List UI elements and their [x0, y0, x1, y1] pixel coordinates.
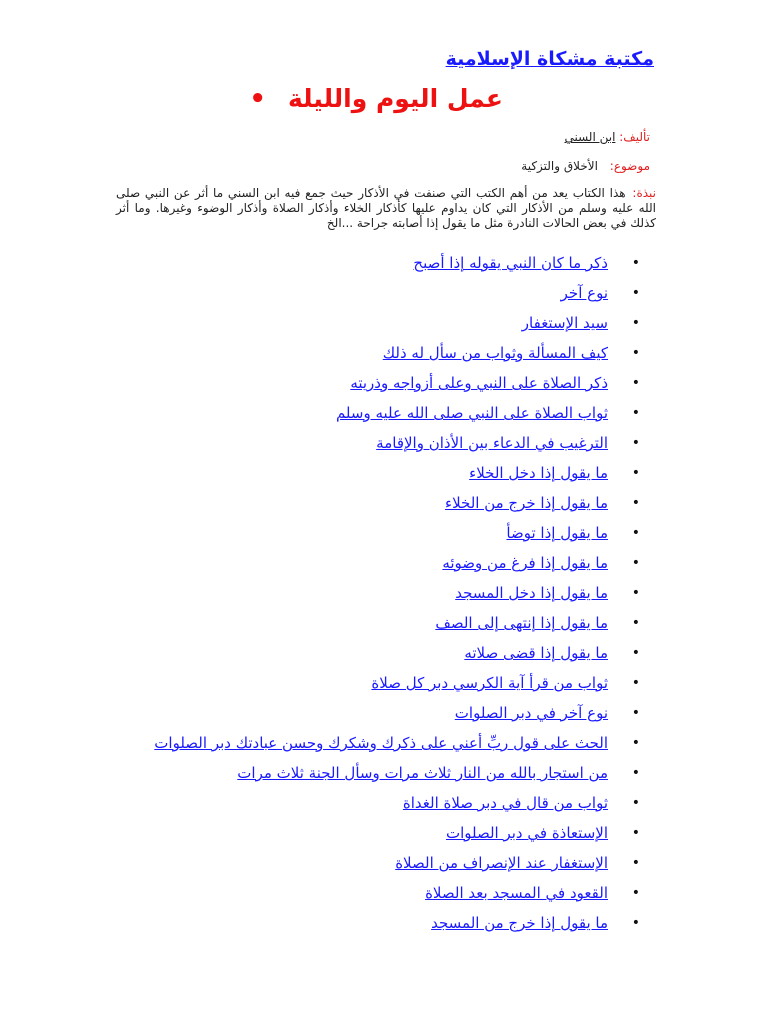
chapter-item: [154, 578, 640, 608]
chapter-link[interactable]: ما يقول إذا إنتهى إلى الصف: [435, 614, 608, 632]
chapter-item: [154, 518, 640, 548]
chapter-item: [154, 338, 640, 368]
site-name-link[interactable]: مكتبة مشكاة الإسلامية: [445, 48, 654, 70]
topic-value: الأخلاق والتزكية: [521, 159, 598, 173]
chapter-item: [154, 908, 640, 938]
book-description: [116, 186, 656, 231]
chapter-link[interactable]: ثواب من قال في دبر صلاة الغداة: [402, 794, 608, 812]
chapter-link[interactable]: سيد الإستغفار: [521, 314, 608, 332]
chapter-item: [154, 488, 640, 518]
chapter-link[interactable]: ما يقول إذا قضى صلاته: [464, 644, 608, 662]
list-bullet-icon: •: [631, 495, 640, 511]
list-bullet-icon: •: [631, 525, 640, 541]
chapter-item: [154, 248, 640, 278]
chapter-item: [154, 548, 640, 578]
chapter-link[interactable]: الترغيب في الدعاء بين الأذان والإقامة: [376, 434, 608, 452]
chapter-item: [154, 428, 640, 458]
author-link[interactable]: ابن السني: [564, 130, 616, 144]
chapter-link[interactable]: كيف المسألة وثواب من سأل له ذلك: [382, 344, 608, 362]
list-bullet-icon: •: [631, 315, 640, 331]
chapter-item: [154, 698, 640, 728]
list-bullet-icon: •: [631, 375, 640, 391]
chapter-link[interactable]: ما يقول إذا توضأ: [506, 524, 608, 542]
list-bullet-icon: •: [631, 705, 640, 721]
list-bullet-icon: •: [631, 465, 640, 481]
title-bullet-icon: •: [249, 83, 266, 114]
chapter-link[interactable]: ما يقول إذا دخل الخلاء: [469, 464, 608, 482]
book-title: عمل اليوم والليلة: [288, 84, 503, 113]
chapter-item: [154, 368, 640, 398]
list-bullet-icon: •: [631, 735, 640, 751]
chapter-item: [154, 458, 640, 488]
list-bullet-icon: •: [631, 405, 640, 421]
list-bullet-icon: •: [631, 795, 640, 811]
list-bullet-icon: •: [631, 855, 640, 871]
list-bullet-icon: •: [631, 555, 640, 571]
chapter-list: [154, 248, 640, 938]
chapter-link[interactable]: من استجار بالله من النار ثلاث مرات وسأل الجنة ثلاث مرات: [237, 764, 608, 782]
topic-row: [521, 159, 650, 173]
chapter-link[interactable]: الإستغفار عند الإنصراف من الصلاة: [395, 854, 608, 872]
author-row: [564, 130, 650, 144]
chapter-item: [154, 278, 640, 308]
chapter-link[interactable]: نوع آخر: [560, 284, 608, 302]
list-bullet-icon: •: [631, 675, 640, 691]
author-label: تأليف:: [619, 130, 650, 144]
chapter-item: [154, 758, 640, 788]
description-label: نبذة:: [632, 186, 656, 200]
chapter-item: [154, 398, 640, 428]
chapter-link[interactable]: الحث على قول ربِّ أعني على ذكرك وشكرك وحسن عبادتك دبر الصلوات: [154, 734, 608, 752]
list-bullet-icon: •: [631, 615, 640, 631]
chapter-item: [154, 668, 640, 698]
chapter-item: [154, 608, 640, 638]
chapter-link[interactable]: ما يقول إذا خرج من المسجد: [431, 914, 608, 932]
list-bullet-icon: •: [631, 645, 640, 661]
list-bullet-icon: •: [631, 825, 640, 841]
chapter-link[interactable]: نوع آخر في دبر الصلوات: [454, 704, 608, 722]
list-bullet-icon: •: [631, 255, 640, 271]
chapter-item: [154, 728, 640, 758]
chapter-link[interactable]: ثواب الصلاة على النبي صلى الله عليه وسلم: [335, 404, 608, 422]
topic-label: موضوع:: [609, 159, 650, 173]
chapter-item: [154, 638, 640, 668]
list-bullet-icon: •: [631, 885, 640, 901]
chapter-link[interactable]: الإستعاذة في دبر الصلوات: [445, 824, 608, 842]
chapter-link[interactable]: ذكر ما كان النبي يقوله إذا أصبح: [413, 254, 608, 272]
list-bullet-icon: •: [631, 585, 640, 601]
chapter-link[interactable]: القعود في المسجد بعد الصلاة: [425, 884, 608, 902]
chapter-item: [154, 818, 640, 848]
chapter-item: [154, 788, 640, 818]
list-bullet-icon: •: [631, 285, 640, 301]
book-title-row: [249, 84, 503, 113]
list-bullet-icon: •: [631, 435, 640, 451]
list-bullet-icon: •: [631, 765, 640, 781]
chapter-link[interactable]: ما يقول إذا فرغ من وضوئه: [442, 554, 608, 572]
list-bullet-icon: •: [631, 915, 640, 931]
chapter-link[interactable]: ثواب من قرأ آية الكرسي دبر كل صلاة: [371, 674, 608, 692]
chapter-item: [154, 878, 640, 908]
chapter-link[interactable]: ذكر الصلاة على النبي وعلى أزواجه وذريته: [350, 374, 608, 392]
chapter-link[interactable]: ما يقول إذا خرج من الخلاء: [445, 494, 608, 512]
chapter-link[interactable]: ما يقول إذا دخل المسجد: [455, 584, 608, 602]
chapter-item: [154, 848, 640, 878]
chapter-item: [154, 308, 640, 338]
description-text: هذا الكتاب يعد من أهم الكتب التي صنفت في الأذكار حيث جمع فيه ابن السني ما أثر عن النبي صلى الله عليه وسلم من الأذكار التي كان يداوم عليها كأذكار الخلاء وأذكار الصلاة وأذكار الوضوء وغيرها. وما أثر كذلك في بعض الحالات النادرة مثل ما يقول إذا أصابته جراحة ...الخ: [116, 186, 656, 230]
list-bullet-icon: •: [631, 345, 640, 361]
